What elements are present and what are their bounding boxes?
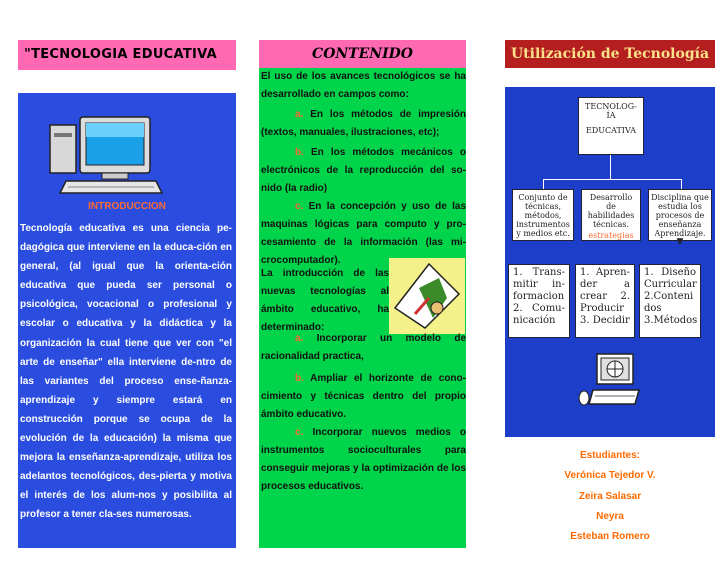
item-text: En la concepción y uso de las maquinas lógicas para computo y pro-cesamiento de la información (las mi-crocomputador). [261, 201, 466, 266]
diagram-box-discipline [648, 189, 712, 247]
root-label-3: EDUCATIVA [586, 126, 636, 135]
content-item-b [261, 144, 466, 198]
column1-title: "TECNOLOGIA EDUCATIVA [18, 40, 236, 70]
introduction-heading: INTRODUCCION [88, 201, 166, 212]
computer-globe-icon [577, 352, 643, 414]
connector-line [543, 179, 544, 189]
item-marker: c. [295, 201, 304, 212]
item-text: En los métodos mecánicos o electrónicos de la reproducción del so-nido (la radio) [261, 147, 467, 194]
item-marker: a. [295, 109, 304, 120]
item-marker: c. [295, 427, 304, 438]
content-item2-b [261, 370, 466, 424]
item-text: Incorporar un modelo de racionalidad practica, [261, 333, 467, 362]
student-name: Verónica Tejedor V. [564, 470, 656, 481]
item-text: En los métodos de impresión (textos, manuales, ilustraciones, etc); [261, 109, 467, 138]
connector-line [610, 155, 611, 179]
content-paragraph2: La introducción de las nuevas tecnologías al ámbito educativo, ha determinado: [261, 268, 389, 333]
connector-line [543, 179, 681, 180]
box-skills-extra: estrategias [588, 231, 634, 240]
student-name: Neyra [596, 511, 624, 522]
item-marker: a. [295, 333, 304, 344]
arrow-down-icon: ▼ [676, 237, 684, 247]
technology-diagram [505, 87, 715, 437]
computer-illustration [46, 113, 166, 195]
students-label: Estudiantes: [579, 450, 640, 461]
diagram-box-skills [581, 189, 641, 241]
box-skills-label: Desarrollo de habilidades técnicas. [587, 193, 635, 229]
student-name: Esteban Romero [570, 531, 650, 542]
item-text: Incorporar nuevos medios o instrumentos socioculturales para conseguir mejoras y la optimización de los procesos educativos. [261, 427, 466, 492]
introduction-text: Tecnología educativa es una ciencia pe-dagógica que interviene en la educa-ción en general, (al igual que la orienta-ción educativa que pueda ser personal o psicológica, vocacional o profesional y escolar o educativa y la didáctica y la organización la cual tiene que ver con "el arte de enseñar" ella interviene de-ntro de las variantes del proceso ense-ñanza- aprendizaje y siempre estará en construcción porque se ocupa de la evolución de la educación) la misma que mejora la enseñanza-aprendizaje, utiliza los adelantos tecnológicos, des-pierta y motiva el interés de los alum-nos y posibilita al profesor a tener cla-ses numerosas. [20, 223, 232, 521]
writing-hand-illustration [389, 258, 465, 334]
list-box-transmit: 1. Trans-mitir in-formacion 2. Comu-nicación [508, 264, 570, 338]
list-box-learn: 1. Apren-der a crear 2. Producir 3. Decidir [575, 264, 635, 338]
content-header: CONTENIDO [259, 40, 466, 68]
content-intro: El uso de los avances tecnológicos se ha desarrollado en campos como: [261, 71, 466, 100]
connector-line [681, 179, 682, 189]
technology-header: Utilización de Tecnología [505, 40, 715, 68]
diagram-box-techniques: Conjunto de técnicas, métodos, instrumentos y medios etc. [512, 189, 574, 241]
introduction-panel [18, 93, 236, 548]
root-label-1: TECNOLOG- [585, 102, 637, 111]
student-name: Zeira Salasar [578, 491, 642, 502]
content-panel [259, 68, 466, 548]
item-marker: b. [295, 147, 304, 158]
item-marker: b. [295, 373, 304, 384]
root-label-2: ÍA [606, 111, 616, 120]
content-item-a [261, 106, 466, 142]
box-discipline-label: Disciplina que estudia los procesos de enseñanza Aprendizaje. [651, 193, 709, 238]
list-box-design: 1. Diseño Curricular 2.Conteni dos 3.Métodos [639, 264, 701, 338]
content-item2-c [261, 424, 466, 496]
item-text: Ampliar el horizonte de cono-cimiento y técnicas dentro del propio ámbito educativo. [261, 373, 466, 420]
content-item2-a [261, 330, 466, 366]
diagram-root-box [578, 97, 644, 155]
